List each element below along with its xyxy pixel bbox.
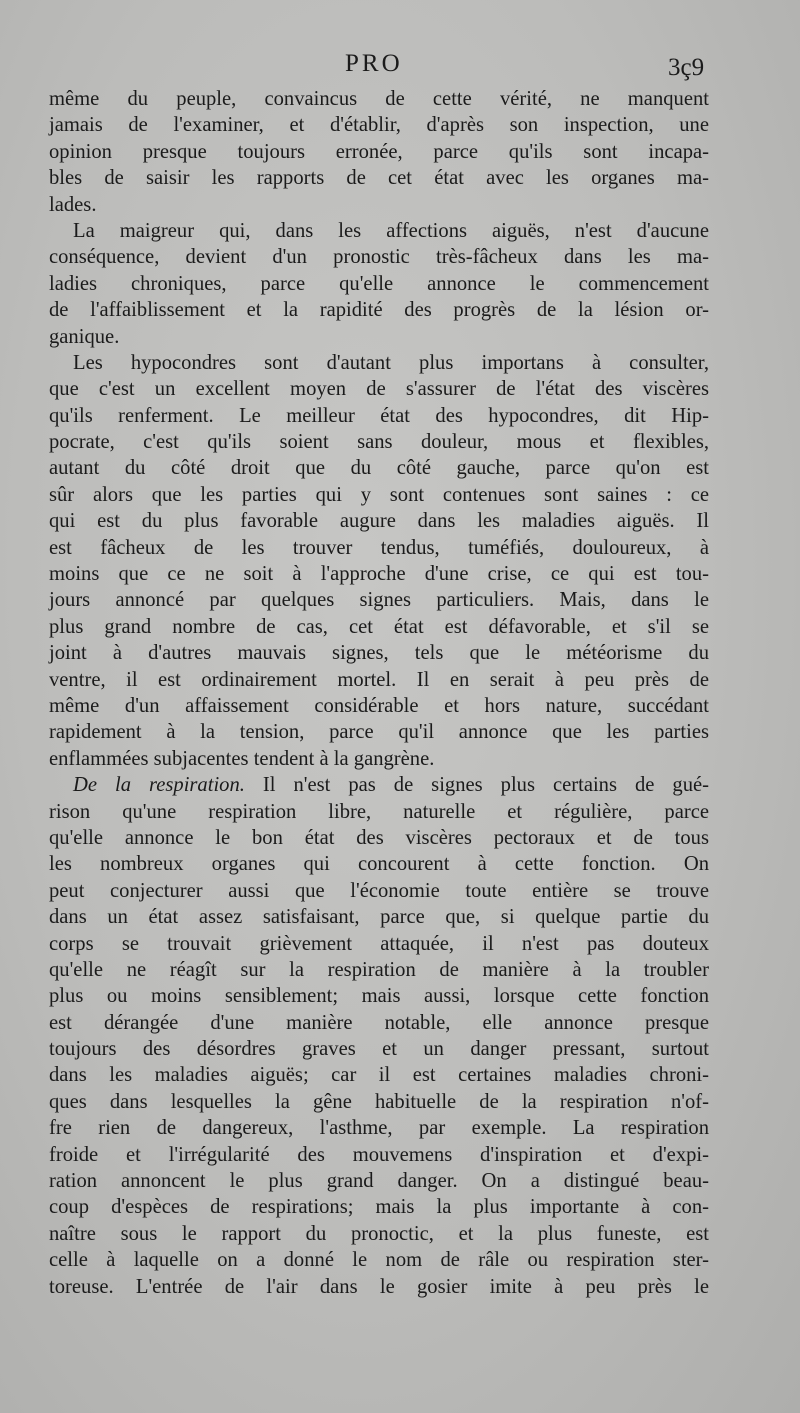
text-line: les nombreux organes qui concourent à cette fonction. On — [49, 853, 709, 876]
text-line: qu'elle ne réagît sur la respiration de manière à la troubler — [49, 958, 709, 981]
section-heading: De la respiration. — [73, 774, 245, 797]
text-line: enflammées subjacentes tendent à la gangrène. — [49, 747, 435, 770]
text-line: La maigreur qui, dans les affections aiguës, n'est d'aucune — [73, 219, 709, 242]
text-line: joint à d'autres mauvais signes, tels que le météorisme du — [49, 642, 709, 665]
body-text — [49, 86, 709, 1300]
running-head — [0, 50, 800, 80]
text-line: jamais de l'examiner, et d'établir, d'après son inspection, une — [49, 114, 709, 137]
text-line: sûr alors que les parties qui y sont contenues sont saines : ce — [49, 483, 709, 506]
text-line: plus ou moins sensiblement; mais aussi, lorsque cette fonction — [49, 985, 709, 1008]
text-line: est dérangée d'une manière notable, elle annonce presque — [49, 1011, 709, 1034]
text-line: celle à laquelle on a donné le nom de râle ou respiration ster- — [49, 1249, 709, 1272]
text-line: bles de saisir les rapports de cet état avec les organes ma- — [49, 167, 709, 190]
text-line: qu'ils renferment. Le meilleur état des hypocondres, dit Hip- — [49, 404, 709, 427]
text-line: dans les maladies aiguës; car il est certaines maladies chroni- — [49, 1064, 709, 1087]
text-line: moins que ce ne soit à l'approche d'une crise, ce qui est tou- — [49, 563, 709, 586]
text-line: naître sous le rapport du pronoctic, et la plus funeste, est — [49, 1222, 709, 1245]
text-line: Les hypocondres sont d'autant plus importans à consulter, — [73, 351, 709, 374]
text-line: pocrate, c'est qu'ils soient sans douleur, mous et flexibles, — [49, 431, 709, 454]
text-line: opinion presque toujours erronée, parce qu'ils sont incapa- — [49, 140, 709, 163]
text-line: rison qu'une respiration libre, naturelle et régulière, parce — [49, 800, 709, 823]
paragraph — [49, 86, 709, 218]
text-line: de l'affaiblissement et la rapidité des progrès de la lésion or- — [49, 299, 709, 322]
text-line — [49, 772, 709, 798]
paragraph — [49, 772, 709, 1300]
text-line: fre rien de dangereux, l'asthme, par exemple. La respiration — [49, 1117, 709, 1140]
paragraph — [49, 350, 709, 772]
text-line: ration annoncent le plus grand danger. On a distingué beau- — [49, 1170, 709, 1193]
running-head-title: PRO — [345, 50, 403, 77]
text-line: dans un état assez satisfaisant, parce que, si quelque partie du — [49, 906, 709, 929]
text-line: jours annoncé par quelques signes particuliers. Mais, dans le — [49, 589, 709, 612]
text-line: qu'elle annonce le bon état des viscères pectoraux et de tous — [49, 826, 709, 849]
text-line: coup d'espèces de respirations; mais la plus importante à con- — [49, 1196, 709, 1219]
text-line: rapidement à la tension, parce qu'il annonce que les parties — [49, 721, 709, 744]
text-line: même d'un affaissement considérable et hors nature, succédant — [49, 694, 709, 717]
page-number: 3ç9 — [668, 54, 705, 81]
text-line: ganique. — [49, 325, 120, 348]
text-line: lades. — [49, 193, 97, 216]
text-line: conséquence, devient d'un pronostic très-fâcheux dans les ma- — [49, 246, 709, 269]
text-line: est fâcheux de les trouver tendus, tuméfiés, douloureux, à — [49, 536, 709, 559]
text-line: ques dans lesquelles la gêne habituelle de la respiration n'of- — [49, 1090, 709, 1113]
paragraph — [49, 218, 709, 350]
text-line: autant du côté droit que du côté gauche, parce qu'on est — [49, 457, 709, 480]
text-line: ventre, il est ordinairement mortel. Il en serait à peu près de — [49, 668, 709, 691]
text-line: toreuse. L'entrée de l'air dans le gosier imite à peu près le — [49, 1275, 709, 1298]
text-line: toujours des désordres graves et un danger pressant, surtout — [49, 1038, 709, 1061]
text-line: que c'est un excellent moyen de s'assurer de l'état des viscères — [49, 378, 709, 401]
text-line: qui est du plus favorable augure dans les maladies aiguës. Il — [49, 510, 709, 533]
text-line: corps se trouvait grièvement attaquée, il n'est pas douteux — [49, 932, 709, 955]
text-line: même du peuple, convaincus de cette vérité, ne manquent — [49, 88, 709, 110]
text-line: peut conjecturer aussi que l'économie toute entière se trouve — [49, 879, 709, 902]
text-line: froide et l'irrégularité des mouvemens d'inspiration et d'expi- — [49, 1143, 709, 1166]
text-line: ladies chroniques, parce qu'elle annonce le commencement — [49, 272, 709, 295]
text-line: plus grand nombre de cas, cet état est défavorable, et s'il se — [49, 615, 709, 638]
text-run: Il n'est pas de signes plus certains de gué- — [244, 774, 709, 797]
